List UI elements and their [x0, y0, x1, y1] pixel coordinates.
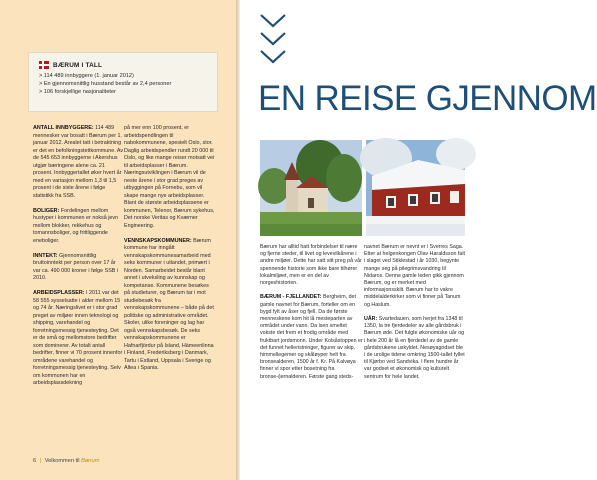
red-house-photo [366, 140, 465, 236]
paragraph-label: ARBEIDSPLASSER: [33, 290, 85, 296]
magazine-name: Velkommen til [44, 458, 82, 464]
paragraph-label: BOLIGER: [33, 207, 60, 214]
magazine-place: Bærum [81, 458, 100, 464]
paragraph-label: INNTEKT: [33, 252, 58, 259]
paragraph [33, 290, 124, 388]
page-number: 6 [33, 458, 37, 464]
paragraph-text: 114 489 mennesker var bosatt i Bærum per 1. januar 2012. Arealet tatt i betraktning er det en befolkningstettkommune. Av de 545 653 innbyggerne i Akershus utgjør bæringene alene ca. 21 prosent. Innbyggertallet øker hvert år med en variasjon mellom 1,3 til 1,5 prosent i de siste årene i følge statistikk fra SSB. [33, 125, 124, 199]
fact-item: > En gjennomsnittlig husstand består av 2,4 personer [39, 81, 172, 87]
facts-box-title: BÆRUM I TALL [53, 61, 103, 69]
right-column-1 [260, 244, 363, 388]
paragraph-text: Bergheim, det gamle navnet for Bærum, forteller om en bygd fylt av åser og fjell. Da de første menneskene kom hit lå mesteparten av området under vann. Da isen smeltet vokste det frem et frodig område med fruktbart jordsmonn. Under Kolsåstoppen er det funnet helleristninger, figurer av skip, himmellegemer og skåløyper helt fra bronsealderen, 1500 år f. Kr. På Kalvøya finner vi spor etter bosetning fra bronse-/jernalderen. Første gang steds- [260, 294, 363, 380]
page-footer [33, 458, 99, 464]
paragraph [33, 125, 124, 200]
paragraph [260, 294, 363, 380]
left-column-2 [124, 125, 215, 380]
paragraph [124, 125, 215, 230]
right-column-2 [364, 244, 465, 388]
chevron-down-icon [259, 12, 287, 68]
left-page [0, 0, 236, 480]
paragraph-text: navnet Bærum er nevnt er i Sverres Saga. Etter at helgenkongen Olav Haraldsson falt i slaget ved Stiklestad i år 1030, begynte mange seg på pilegrimsvandring til Nidaros. Denne gamle leden gikk gjennom Bærum, og er merket med informasjonsskilt. Bærum har to vakre middelalderkirker som vi finner på Tanum og Haslum. [364, 244, 465, 308]
fact-item: > 106 forskjellige nasjonaliteter [39, 89, 116, 95]
fact-item: > 114 489 innbyggere (1. januar 2012) [39, 73, 134, 79]
facts-box [28, 52, 218, 112]
paragraph [33, 208, 124, 246]
paragraph-label: BÆRUM - FJELLANDET: [260, 294, 322, 301]
left-column-1 [33, 125, 124, 395]
paragraph [364, 244, 465, 309]
paragraph [260, 244, 363, 287]
page-headline: EN REISE GJENNOM [258, 79, 597, 118]
paragraph-text: I 2011 var det 58 555 sysselsatte i alder mellom 15 og 74 år. Næringslivet er i stor grad preget av miljøer innen teknologi og shipping, varehandel og forretningsmessig tjenesteyting. Det er de små og mellomstore bedrifter som dominerer. Av totalt antall bedrifter, finner vi 70 prosent innenfor områdene varehandel og forretningsmessig tjenesteyting. Selv om kommunen har en arbeidsplassdekning [33, 290, 123, 386]
paragraph [33, 253, 124, 283]
footer-separator: | [39, 458, 42, 464]
paragraph-label: UÅR: [364, 316, 378, 323]
facts-list [39, 72, 217, 96]
paragraph-text: Svartedauen, som herjet fra 1348 til 1350, la tre fjerdedeler av alle gårdsbruk i Bærum øde. Det fulgte økonomiske uår og i hele 200 år lå en fjerdedel av de gamle gårdsbrukene uskyldet. Nesøyagodset ble i de urolige tidene omkring 1500-tallet fyllet til Kjørbo ved Sandvika. I flere hundre år var godset et økonomisk og kulturelt sentrum for hele landet. [364, 316, 465, 380]
right-page [240, 0, 597, 480]
paragraph-text: Gjennomsnittlig bruttoinntekt per person over 17 år var ca. 490 000 kroner i følge SSB i 2010. [33, 252, 119, 281]
facts-box-header [39, 61, 217, 69]
flag-icon [39, 61, 49, 69]
paragraph-text: Fordelingen mellom hustyper i kommunen er nokså jevn mellom blokker, rekkehus og tomannsboliger, og frittliggende eneboliger. [33, 207, 119, 244]
paragraph-label: ANTALL INNBYGGERE: [33, 125, 94, 131]
paragraph-text: på mer enn 100 prosent, er arbeidspendlingen til nabokommunene, spesielt Oslo, stor. Daglig arbeidspendler rundt 20 000 til Oslo, og like mange reiser motsatt vei til arbeidsplasser i Bærum. Næringsutviklingen i Bærum vil de neste årene i stor grad preges av utbyggingen på Fornebu, som vil skape mange nye arbeidsplasser. Blant de største arbeidsplassene er kommunen, Telenor, Bærum sykehus, Det norske Veritas og Kværner Engineering. [124, 125, 215, 229]
paragraph-text: Bærum har alltid hatt forbindelser til nære og fjerne steder, til livet og levevilkårene i andre miljøer. Dette har satt sitt preg på vår spennende historie som ikke bare tilhører lokalmiljøet, men er en del av norgeshistorien. [260, 244, 362, 287]
church-photo [260, 140, 362, 236]
paragraph-text: Bærum kommune har inngått vennskapskommunesamarbeid med seks kommuner i utlandet, primært i Norden. Samarbeidet består blant annet i utveksling av kunnskap og kompetanse. Kommunene besøkes på studieturer, og Bærum tar i mot studiebesøk fra vennskapskommunene – både på det politiske og administrative området. Skoler, ulike foreninger og lag har også vennskapsbesøk. De seks vennskapskommunene er Hafnarfjördur på Island, Hämeenlinna i Finland, Frederiksberg i Danmark, Tartu i Estland, Uppsala i Sverige og Altea i Spania. [124, 237, 214, 371]
paragraph-label: VENNSKAPSKOMMUNER: [124, 237, 192, 244]
paragraph [364, 316, 465, 381]
paragraph [124, 238, 215, 373]
